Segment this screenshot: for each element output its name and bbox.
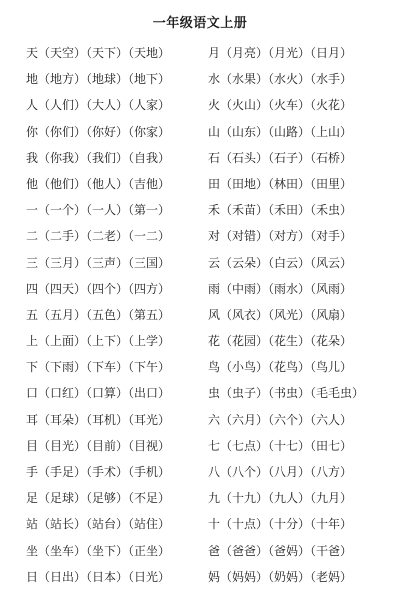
word-row: 口（口红）（口算）（出口） <box>26 386 171 401</box>
word-row: 风（风衣）（风光）（风扇） <box>208 307 353 322</box>
word-row: 下（下雨）（下车）（下午） <box>26 360 171 375</box>
word-row: 人（人们）（大人）（人家） <box>26 98 171 113</box>
word-row: 虫（虫子）（书虫）（毛毛虫） <box>208 386 365 401</box>
word-row: 二（二手）（二老）（一二） <box>26 229 171 244</box>
word-row: 目（目光）（目前）（目视） <box>26 438 171 453</box>
left-word-column <box>26 40 170 590</box>
word-row: 五（五月）（五色）（第五） <box>26 307 171 322</box>
word-row: 我（你我）（我们）（自我） <box>26 150 171 165</box>
word-row: 火（火山）（火车）（火花） <box>208 98 353 113</box>
word-row: 月（月亮）（月光）（日月） <box>208 46 353 60</box>
word-row: 对（对错）（对方）（对手） <box>208 229 353 244</box>
word-row: 水（水果）（水火）（水手） <box>208 72 353 87</box>
word-row: 雨（中雨）（雨水）（风雨） <box>208 281 353 296</box>
word-row: 花（花园）（花生）（花朵） <box>208 334 353 349</box>
word-row: 地（地方）（地球）（地下） <box>26 72 171 87</box>
word-row: 三（三月）（三声）（三国） <box>26 255 171 270</box>
word-row: 四（四天）（四个）（四方） <box>26 281 171 296</box>
word-row: 坐（坐车）（坐下）（正坐） <box>26 543 171 558</box>
word-row: 天（天空）（天下）（天地） <box>26 46 171 60</box>
word-row: 上（上面）（上下）（上学） <box>26 334 171 349</box>
word-row: 足（足球）（足够）（不足） <box>26 491 171 506</box>
word-row: 手（手足）（手术）（手机） <box>26 465 171 479</box>
word-row: 耳（耳朵）（耳机）（耳光） <box>26 412 171 427</box>
word-row: 鸟（小鸟）（花鸟）（鸟儿） <box>208 360 353 375</box>
right-word-column <box>208 40 364 590</box>
word-row: 站（站长）（站台）（站住） <box>26 517 171 532</box>
word-row: 十（十点）（十分）（十年） <box>208 517 353 532</box>
word-row: 八（八个）（八月）（八方） <box>208 465 353 479</box>
word-row: 爸（爸爸）（爸妈）（干爸） <box>208 543 353 558</box>
page-title: 一年级语文上册 <box>152 16 248 31</box>
word-row: 一（一个）（一人）（第一） <box>26 203 171 218</box>
word-row: 石（石头）（石子）（石桥） <box>208 150 353 165</box>
word-row: 田（田地）（林田）（田里） <box>208 176 353 191</box>
word-row: 他（他们）（他人）（吉他） <box>26 176 171 191</box>
word-row: 九（十九）（九人）（九月） <box>208 491 353 506</box>
word-row: 禾（禾苗）（禾田）（禾虫） <box>208 203 353 218</box>
word-row: 山（山东）（山路）（上山） <box>208 124 353 139</box>
word-row: 日（日出）（日本）（日光） <box>26 569 171 584</box>
word-row: 七（七点）（十七）（田七） <box>208 438 353 453</box>
word-row: 云（云朵）（白云）（风云） <box>208 255 353 270</box>
word-row: 妈（妈妈）（奶妈）（老妈） <box>208 569 353 584</box>
word-row: 六（六月）（六个）（六人） <box>208 412 353 427</box>
word-row: 你（你们）（你好）（你家） <box>26 124 171 139</box>
